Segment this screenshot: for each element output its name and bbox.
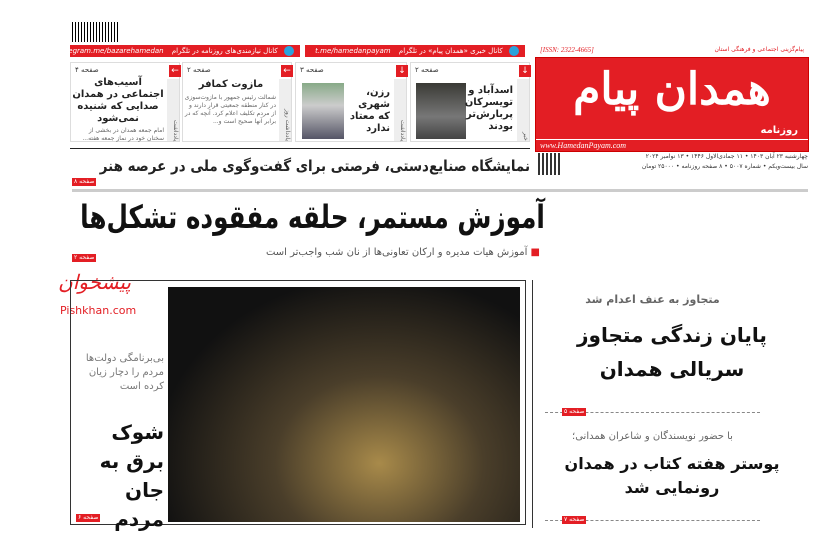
page-ref: صفحه ۸ xyxy=(74,178,95,185)
teaser-title: مازوت کمافر xyxy=(198,79,264,90)
channel-label: کانال نیازمندی‌های روزنامه در تلگرام xyxy=(171,47,278,55)
page-ref: صفحه ۳ xyxy=(300,66,324,74)
story-kicker: متجاوز به عنف اعدام شد xyxy=(585,293,720,306)
page-ref: صفحه ۲ xyxy=(415,66,439,74)
teaser-body: امام جمعه همدان در بخشی از سخنان خود در نماز جمعه هفته... xyxy=(82,127,164,142)
news-channel-bar[interactable] xyxy=(305,45,525,57)
story-headline[interactable]: پایان زندگی متجاوز سریالی همدان xyxy=(577,323,767,381)
story-headline[interactable]: پوستر هفته کتاب در همدان رونمایی شد xyxy=(564,454,780,497)
story-headline[interactable]: شوک برق به جان مردم xyxy=(99,420,164,531)
website-url[interactable]: www.HamedanPayam.com xyxy=(536,139,808,151)
night-street-photo[interactable] xyxy=(168,287,520,522)
masthead xyxy=(535,46,809,152)
divider xyxy=(70,148,530,149)
channel-url[interactable]: telegram.me/bazarehamedan xyxy=(59,47,164,55)
channel-label: کانال خبری «همدان پیام» در تلگرام xyxy=(398,47,503,55)
teaser-title: اسدآباد و تویسرکان پربارش‌تر بودند xyxy=(464,85,513,132)
newspaper-logo: همدان پیام xyxy=(573,64,771,115)
story-kicker: بی‌برنامگی دولت‌ها مردم را دچار زیان کرده است xyxy=(85,353,164,392)
column-divider xyxy=(532,280,533,528)
watermark-logo: پیشخوان xyxy=(58,270,131,294)
teaser-title: آسیب‌های اجتماعی در همدان صدایی که شنیده نمی‌شود xyxy=(72,77,164,124)
page-ref: صفحه ۲ xyxy=(74,254,95,261)
date-line: چهارشنبه ۲۳ آبان ۱۴۰۳ • ۱۱ جمادی‌الاول ۱۴۴۶ • ۱۳ نوامبر ۲۰۲۴ xyxy=(645,153,808,160)
classifieds-channel-bar[interactable] xyxy=(59,45,300,57)
issue-line: سال بیست‌ویکم • شماره ۵۰۰۷ • ۸ صفحه روزنامه • ۲۵۰۰۰ تومان xyxy=(641,163,808,170)
arrow-down-icon: ↓ xyxy=(396,65,408,77)
arrow-left-icon: ← xyxy=(169,65,181,77)
teaser-body: شمالت رئیس جمهور با مازوت‌سوزی در کنار منطقه جمعیتی قرار دارند و از مردم تکلیف اعلام کرد. آنچه که در برابر آنها صحیح است و... xyxy=(184,94,276,125)
section-label: یادداشت روز xyxy=(279,79,291,141)
qr-code xyxy=(538,153,560,175)
watermark-url: Pishkhan.com xyxy=(60,304,137,317)
banner-headline[interactable]: نمایشگاه صنایع‌دستی، فرصتی برای گفت‌وگوی ملی در عرصه هنر xyxy=(99,157,530,175)
issn: [ISSN: 2322-4665] xyxy=(540,46,594,54)
page-ref: صفحه ۷ xyxy=(564,516,585,523)
logo-prefix: روزنامه xyxy=(760,125,798,136)
page-ref: صفحه ۲ xyxy=(187,66,211,74)
section-label: یادداشت xyxy=(394,79,406,141)
barcode xyxy=(72,22,120,42)
page-ref: صفحه ۵ xyxy=(564,408,585,415)
section-label: یادداشت xyxy=(167,79,179,141)
telegram-icon xyxy=(509,46,519,56)
page-ref: صفحه ۴ xyxy=(75,66,99,74)
teaser-photo xyxy=(302,83,344,139)
telegram-icon xyxy=(284,46,294,56)
teaser-box[interactable] xyxy=(410,62,530,142)
main-subtitle: ■ آموزش هیات مدیره و ارکان تعاونی‌ها از نان شب واجب‌تر است xyxy=(265,247,540,258)
divider xyxy=(72,189,808,192)
page-ref: صفحه ۶ xyxy=(78,514,99,521)
issue-info xyxy=(565,152,808,172)
main-headline[interactable]: آموزش مستمر، حلقه مفقوده تشکل‌ها xyxy=(80,198,545,236)
subtitle-text: آموزش هیات مدیره و ارکان تعاونی‌ها از نان شب واجب‌تر است xyxy=(265,247,528,258)
tagline: پیام‌گزینی اجتماعی و فرهنگی استان xyxy=(714,46,804,53)
teaser-box[interactable] xyxy=(70,62,180,142)
teaser-title: رزن، شهری که معتاد ندارد xyxy=(349,87,390,134)
teaser-box[interactable] xyxy=(182,62,292,142)
teaser-photo xyxy=(416,83,466,139)
arrow-down-icon: ↓ xyxy=(519,65,531,77)
section-label: خبر xyxy=(517,79,529,141)
arrow-left-icon: ← xyxy=(281,65,293,77)
teaser-box[interactable] xyxy=(295,62,407,142)
channel-url[interactable]: t.me/hamedanpayam xyxy=(315,47,391,55)
story-kicker: با حضور نویسندگان و شاعران همدانی؛ xyxy=(572,431,733,442)
